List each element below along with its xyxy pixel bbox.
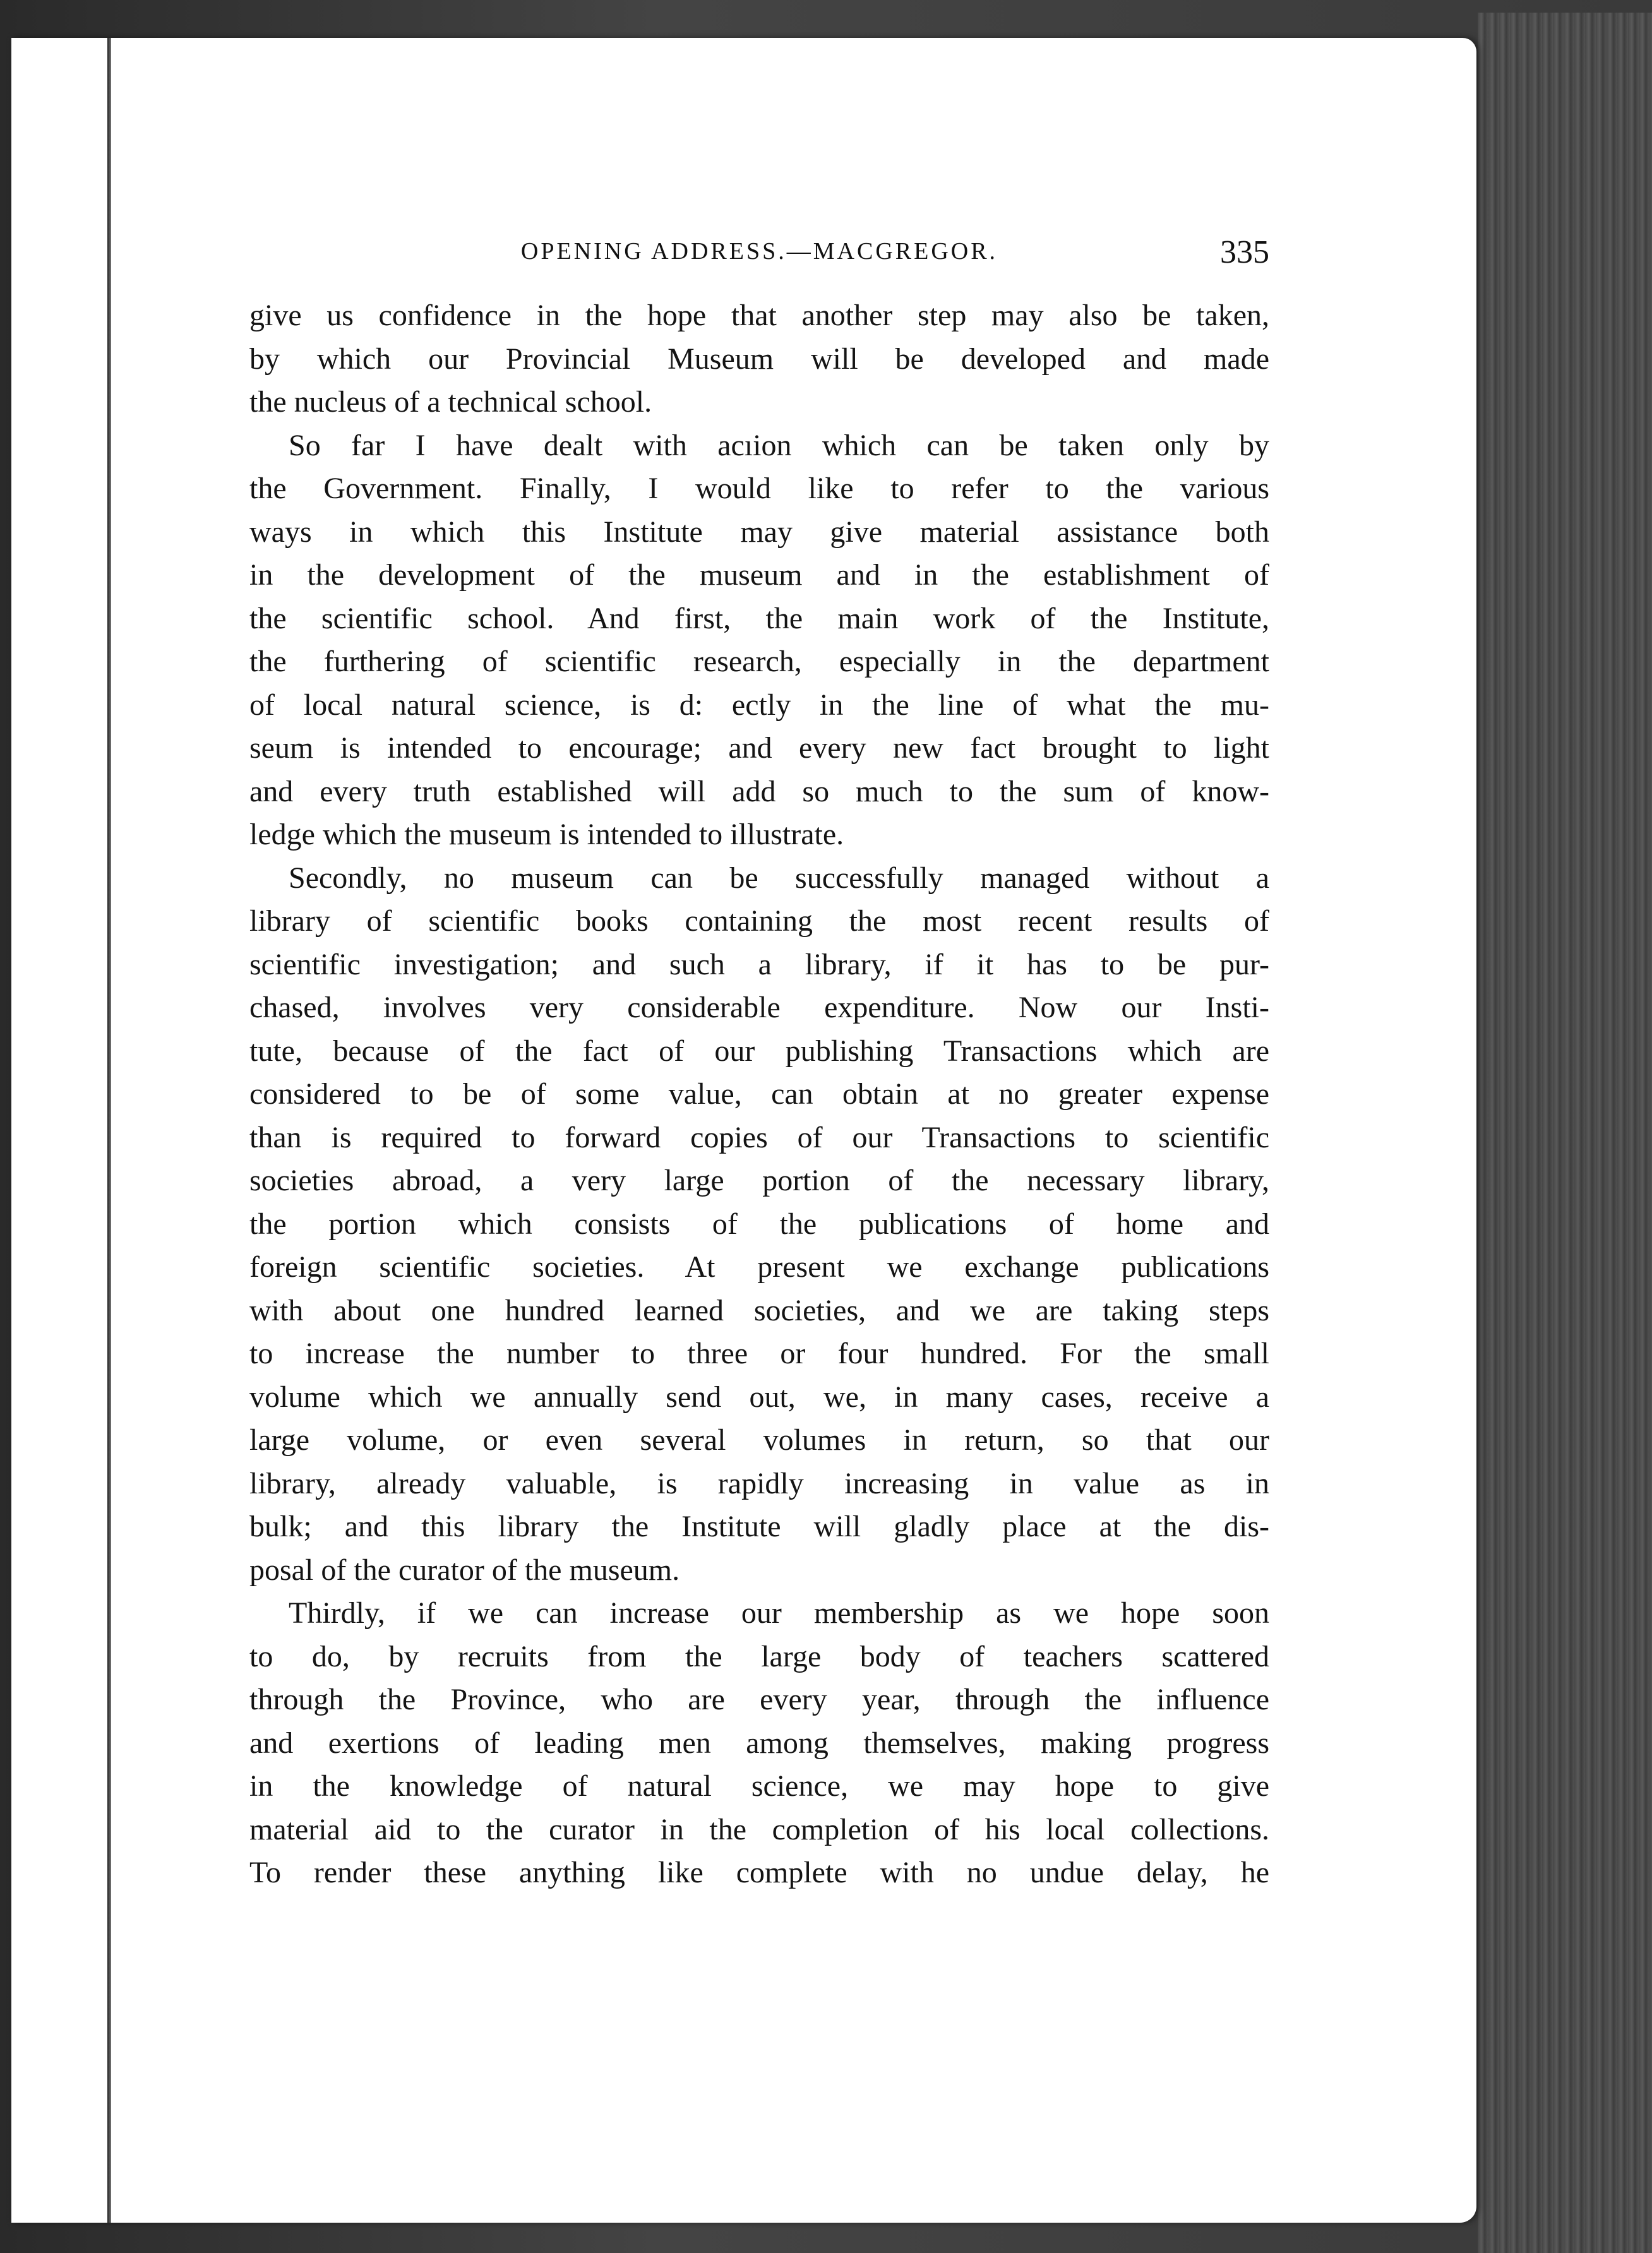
text-line: tute, because of the fact of our publishing Transactions which are — [249, 1034, 1269, 1068]
text-line: the Government. Finally, I would like to refer to the various — [249, 472, 1269, 505]
text-line: in the knowledge of natural science, we may hope to give — [249, 1769, 1269, 1803]
text-line: the scientific school. And first, the main work of the Institute, — [249, 601, 1269, 635]
text-line: Thirdly, if we can increase our membership as we hope soon — [289, 1596, 1269, 1630]
text-line: and exertions of leading men among themselves, making progress — [249, 1726, 1269, 1760]
text-line: scientific investigation; and such a library, if it has to be pur- — [249, 947, 1269, 981]
text-line: bulk; and this library the Institute will gladly place at the dis- — [249, 1510, 1269, 1543]
running-title: OPENING ADDRESS.—MACGREGOR. — [520, 238, 998, 265]
text-line: give us confidence in the hope that another step may also be taken, — [249, 299, 1269, 332]
text-line: library of scientific books containing the most recent results of — [249, 904, 1269, 938]
text-line: the portion which consists of the publications of home and — [249, 1207, 1269, 1241]
text-line: So far I have dealt with acıion which can be taken only by — [289, 428, 1269, 462]
text-line: and every truth established will add so much to the sum of know- — [249, 774, 1269, 808]
text-line: Secondly, no museum can be successfully managed without a — [289, 861, 1269, 895]
text-line: material aid to the curator in the completion of his local collections. — [249, 1812, 1269, 1846]
text-line: considered to be of some value, can obtain at no greater expense — [249, 1077, 1269, 1111]
text-line: seum is intended to encourage; and every new fact brought to light — [249, 731, 1269, 765]
text-line: the furthering of scientific research, especially in the department — [249, 645, 1269, 678]
body-text — [249, 294, 1269, 1895]
text-line: the nucleus of a technical school. — [249, 385, 652, 419]
text-line: in the development of the museum and in the establishment of — [249, 558, 1269, 592]
text-line: to do, by recruits from the large body of teachers scattered — [249, 1639, 1269, 1673]
page-edge-shadow — [1478, 13, 1652, 2253]
binding-gutter — [107, 38, 111, 2223]
text-line: to increase the number to three or four hundred. For the small — [249, 1337, 1269, 1370]
text-line: through the Province, who are every year, through the influence — [249, 1683, 1269, 1716]
running-head — [249, 234, 1269, 278]
text-line: by which our Provincial Museum will be developed and made — [249, 342, 1269, 376]
text-line: posal of the curator of the museum. — [249, 1553, 680, 1587]
text-line: societies abroad, a very large portion of the necessary library, — [249, 1164, 1269, 1197]
text-line: ledge which the museum is intended to illustrate. — [249, 818, 844, 851]
text-line: ways in which this Institute may give material assistance both — [249, 515, 1269, 549]
text-line: To render these anything like complete with no undue delay, he — [249, 1856, 1269, 1889]
page-number: 335 — [1220, 234, 1269, 270]
text-line: foreign scientific societies. At present we exchange publications — [249, 1250, 1269, 1284]
text-line: of local natural science, is d: ectly in the line of what the mu- — [249, 688, 1269, 722]
text-line: library, already valuable, is rapidly increasing in value as in — [249, 1466, 1269, 1500]
text-line: volume which we annually send out, we, in many cases, receive a — [249, 1380, 1269, 1414]
text-line: large volume, or even several volumes in return, so that our — [249, 1423, 1269, 1457]
text-line: than is required to forward copies of our Transactions to scientific — [249, 1120, 1269, 1154]
text-line: with about one hundred learned societies, and we are taking steps — [249, 1293, 1269, 1327]
text-line: chased, involves very considerable expenditure. Now our Insti- — [249, 991, 1269, 1024]
